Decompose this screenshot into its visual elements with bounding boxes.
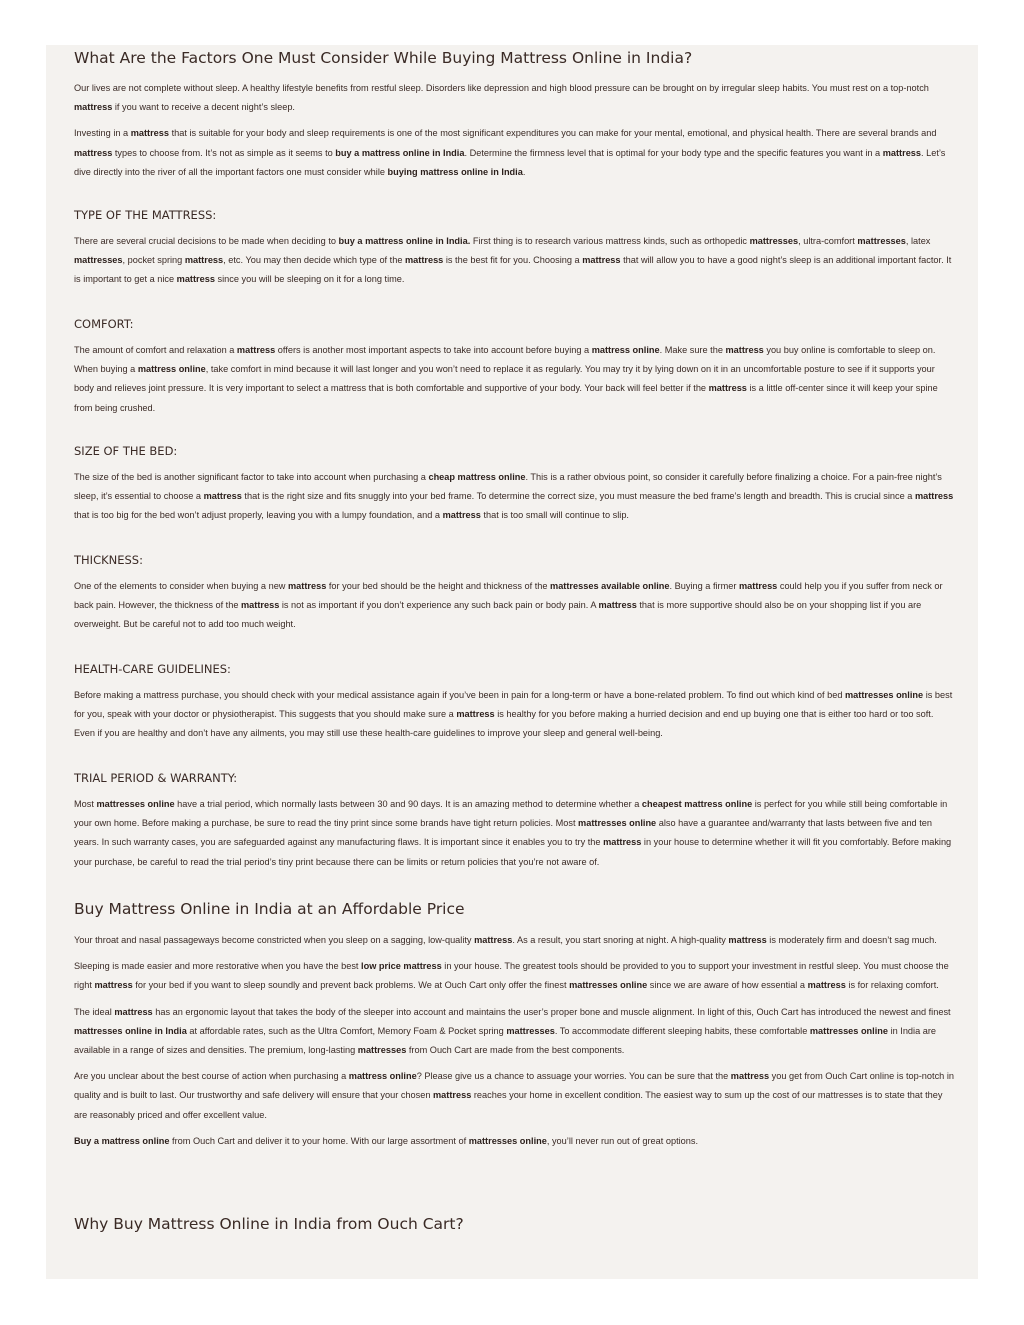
text-run: since we are aware of how essential a: [647, 980, 808, 991]
text-run: offers is another most important aspects to take into account before buying a: [275, 345, 592, 355]
bold-keyword: mattress: [738, 581, 778, 591]
text-run: has an ergonomic layout that takes the body of the sleeper into account and maintains the user’s proper bone and muscle alignment. In light of this, Ouch Cart has introduced the newest and finest: [152, 1006, 951, 1017]
bold-keyword: buying mattress online in India: [387, 166, 523, 177]
text-run: , etc. You may then decide which type of the: [223, 255, 405, 266]
bold-keyword: mattresses online: [809, 1025, 889, 1036]
affordable-paragraph-4: [74, 1067, 954, 1125]
bold-keyword: mattresses: [74, 255, 123, 266]
bold-keyword: mattress: [236, 345, 276, 355]
text-run: that will allow you to have a good night’s sleep is an additional important factor. It is important to get a nice: [74, 255, 952, 285]
article-panel: [46, 45, 978, 1279]
text-run: . To accommodate different sleeping habits, these comfortable: [554, 1025, 810, 1036]
section-paragraph-thickness: [74, 577, 954, 635]
text-run: for your bed if you want to sleep soundly and prevent back problems. We at Ouch Cart only offer the finest: [132, 980, 570, 991]
bold-keyword: mattress: [433, 1090, 472, 1101]
affordable-heading: Buy Mattress Online in India at an Affordable Price: [74, 900, 465, 918]
section-trial: [74, 771, 954, 872]
text-run: Are you unclear about the best course of action when purchasing a: [74, 1071, 349, 1082]
text-run: is best for you, speak with your doctor or physiotherapist. This suggests that you should make sure a: [74, 690, 953, 720]
text-run: is healthy for you before making a hurried decision and end up buying one that is either too hard or too soft. Even if you are healthy and don’t have any ailments, you may still use these health-care guidelines to improve your sleep and general well-being.: [74, 709, 934, 739]
section-heading-trial: TRIAL PERIOD & WARRANTY:: [74, 771, 238, 785]
bold-keyword: mattress: [582, 255, 621, 266]
affordable-paragraph-2: [74, 957, 954, 995]
bold-keyword: mattresses online: [468, 1135, 547, 1146]
bold-keyword: mattresses online: [96, 799, 175, 809]
bold-keyword: mattress: [603, 837, 642, 848]
bold-keyword: mattress: [203, 491, 242, 502]
bold-keyword: mattress: [130, 128, 170, 139]
bold-keyword: buy a mattress online in India: [335, 147, 465, 158]
affordable-paragraph-5: [74, 1132, 954, 1151]
affordable-paragraph-3: [74, 1003, 954, 1061]
text-run: is not as important if you don’t experience any such back pain or body pain. A: [279, 600, 599, 611]
section-paragraph-trial: [74, 795, 954, 872]
bold-keyword: mattresses available online: [550, 581, 670, 591]
bold-keyword: mattress: [114, 1006, 153, 1017]
bold-keyword: mattress online: [591, 345, 660, 355]
text-run: that is more supportive should also be on your shopping list if you are overweight. But be careful not to add too much weight.: [74, 600, 922, 630]
text-run: you get from Ouch Cart online is top-notch in quality and is built to last. Our trustworthy and safe delivery will ensure that your chosen: [74, 1071, 954, 1101]
text-run: that is too big for the bed won’t adjust properly, leaving you with a lumpy foundation, and a: [74, 510, 443, 521]
text-run: , you’ll never run out of great options.: [546, 1135, 699, 1146]
section-health: [74, 662, 954, 744]
bold-keyword: buy a mattress online in India.: [338, 236, 471, 246]
section-paragraph-size: [74, 468, 954, 526]
text-run: in your house. The greatest tools should be provided to you to support your investment in restful sleep. You must choose the right: [74, 961, 949, 991]
text-run: reaches your home in excellent condition. The easiest way to sum up the cost of our mattresses is to state that they are reasonably priced and offer excellent value.: [74, 1090, 943, 1120]
text-run: ? Please give us a chance to assuage your worries. You can be sure that the: [416, 1071, 731, 1082]
text-run: Most: [74, 799, 97, 809]
bold-keyword: mattress: [404, 255, 444, 266]
text-run: also have a guarantee and/warranty that lasts between five and ten years. In such warranty cases, you are safeguarded against any manufacturing flaws. It is important since it enables you to try the: [74, 818, 932, 848]
section-heading-comfort: COMFORT:: [74, 317, 134, 331]
text-run: Investing in a: [74, 128, 131, 139]
text-run: have a trial period, which normally lasts between 30 and 90 days. It is an amazing method to determine whether a: [174, 799, 642, 809]
bold-keyword: mattresses: [857, 236, 906, 246]
text-run: is perfect for you while still being comfortable in your own home. Before making a purchase, be sure to read the tiny print since some brands have tight return policies. Most: [74, 799, 948, 829]
text-run: for your bed should be the height and thickness of the: [326, 581, 551, 591]
bold-keyword: Buy a mattress online: [74, 1135, 170, 1146]
text-run: from Ouch Cart and deliver it to your home. With our large assortment of: [169, 1135, 469, 1146]
text-run: Sleeping is made easier and more restorative when you have the best: [74, 961, 362, 972]
bold-keyword: mattress online: [137, 364, 206, 375]
bold-keyword: mattress: [882, 147, 922, 158]
text-run: types to choose from. It’s not as simple as it seems to: [112, 147, 336, 158]
text-run: One of the elements to consider when buying a new: [74, 581, 288, 591]
section-thickness: [74, 553, 954, 635]
text-run: is the best fit for you. Choosing a: [443, 255, 583, 266]
bold-keyword: mattresses online in India: [74, 1025, 187, 1036]
text-run: in your house to determine whether it will fit you comfortably. Before making your purchase, be careful to read the trial period’s tiny print because there can be limits or return policies that you’re not aware of.: [74, 837, 952, 867]
bold-keyword: mattress: [914, 491, 954, 502]
bold-keyword: mattress: [74, 147, 113, 158]
bold-keyword: cheap mattress online: [428, 472, 526, 482]
section-size: [74, 444, 954, 526]
section-heading-type: TYPE OF THE MATTRESS:: [74, 208, 217, 222]
text-run: that is suitable for your body and sleep requirements is one of the most significant expenditures you can make for your mental, emotional, and physical health. There are several brands and: [169, 128, 937, 139]
bold-keyword: mattress: [94, 980, 133, 991]
text-run: , latex: [905, 236, 931, 246]
section-heading-health: HEALTH-CARE GUIDELINES:: [74, 662, 231, 676]
text-run: The ideal: [74, 1006, 115, 1017]
bold-keyword: mattress: [725, 345, 764, 355]
main-heading: What Are the Factors One Must Consider While Buying Mattress Online in India?: [74, 49, 693, 67]
bold-keyword: mattress: [456, 709, 495, 720]
affordable-paragraph-1: [74, 931, 954, 950]
text-run: that is the right size and fits snuggly into your bed frame. To determine the correct size, you must measure the bed frame’s length and breadth. This is crucial since a: [241, 491, 915, 502]
intro-paragraph-1: [74, 79, 954, 117]
bold-keyword: mattresses online: [845, 690, 924, 700]
bold-keyword: mattress: [708, 383, 747, 394]
bold-keyword: mattress: [176, 274, 215, 285]
text-run: you buy online is comfortable to sleep on. When buying a: [74, 345, 936, 375]
bold-keyword: mattress: [442, 510, 481, 521]
section-type: [74, 208, 954, 290]
bold-keyword: mattresses: [749, 236, 799, 246]
text-run: The amount of comfort and relaxation a: [74, 345, 237, 355]
text-run: since you will be sleeping on it for a long time.: [214, 274, 405, 285]
text-run: , ultra-comfort: [798, 236, 858, 246]
text-run: The size of the bed is another significant factor to take into account when purchasing a: [74, 472, 429, 482]
bold-keyword: mattress online: [348, 1071, 417, 1082]
text-run: Your throat and nasal passageways become constricted when you sleep on a sagging, low-quality: [74, 935, 475, 945]
bold-keyword: mattress: [74, 102, 113, 113]
bold-keyword: mattress: [728, 935, 767, 945]
bold-keyword: low price mattress: [361, 961, 442, 972]
text-run: . Buying a firmer: [669, 581, 739, 591]
text-run: . Let’s dive directly into the river of all the important factors one must consider while: [74, 147, 946, 177]
text-run: Our lives are not complete without sleep. A healthy lifestyle benefits from restful sleep. Disorders like depression and high blood pressure can be brought on by irregular sleep habits. You must rest on a top-notch: [74, 83, 929, 93]
text-run: , take comfort in mind because it will last longer and you won’t need to replace it as regularly. You may try it by lying down on it in an uncomfortable posture to see if it supports your body and relieves joint pressure. It is very important to select a mattress that is both comfortable and supportive of your body. Your back will feel better if the: [74, 364, 935, 394]
bold-keyword: mattress: [241, 600, 280, 611]
text-run: in India are available in a range of sizes and densities. The premium, long-lasting: [74, 1025, 937, 1056]
bold-keyword: mattresses online: [569, 980, 648, 991]
bold-keyword: mattresses online: [578, 818, 657, 829]
text-run: . Make sure the: [659, 345, 726, 355]
text-run: at affordable rates, such as the Ultra Comfort, Memory Foam & Pocket spring: [186, 1025, 507, 1036]
text-run: is for relaxing comfort.: [845, 980, 939, 991]
text-run: First thing is to research various mattress kinds, such as orthopedic: [470, 236, 750, 246]
bold-keyword: mattress: [807, 980, 846, 991]
text-run: . As a result, you start snoring at night. A high-quality: [512, 935, 729, 945]
text-run: . Determine the firmness level that is optimal for your body type and the specific features you want in a: [464, 147, 883, 158]
intro-paragraph-2: [74, 124, 954, 182]
bold-keyword: mattress: [184, 255, 224, 266]
bold-keyword: mattress: [474, 935, 513, 945]
section-heading-size: SIZE OF THE BED:: [74, 444, 178, 458]
bold-keyword: mattress: [730, 1071, 770, 1082]
text-run: that is too small will continue to slip.: [480, 510, 629, 521]
affordable-section: [74, 931, 954, 1151]
section-paragraph-health: [74, 686, 954, 744]
text-run: if you want to receive a decent night’s sleep.: [112, 102, 295, 113]
section-paragraph-type: [74, 232, 954, 290]
section-paragraph-comfort: [74, 341, 954, 418]
bold-keyword: cheapest mattress online: [641, 799, 753, 809]
section-heading-thickness: THICKNESS:: [74, 553, 143, 567]
text-run: could help you if you suffer from neck or back pain. However, the thickness of the: [74, 581, 943, 611]
bold-keyword: mattress: [598, 600, 637, 611]
bold-keyword: mattresses: [506, 1025, 555, 1036]
text-run: There are several crucial decisions to be made when deciding to: [74, 236, 339, 246]
text-run: is moderately firm and doesn’t sag much.: [766, 935, 937, 945]
text-run: . This is a rather obvious point, so consider it carefully before finalizing a choice. For a pain-free night’s sleep, it’s essential to choose a: [74, 472, 942, 502]
text-run: is a little off-center since it will keep your spine from being crushed.: [74, 383, 938, 413]
text-run: .: [522, 166, 526, 177]
text-run: Before making a mattress purchase, you should check with your medical assistance again if you’ve been in pain for a long-term or have a bone-related problem. To find out which kind of bed: [74, 690, 845, 700]
bold-keyword: mattress: [288, 581, 327, 591]
intro-section: [74, 79, 954, 182]
section-comfort: [74, 317, 954, 418]
text-run: from Ouch Cart are made from the best components.: [406, 1045, 625, 1056]
why-heading: Why Buy Mattress Online in India from Ouch Cart?: [74, 1215, 464, 1233]
bold-keyword: mattresses: [357, 1045, 407, 1056]
text-run: , pocket spring: [122, 255, 185, 266]
